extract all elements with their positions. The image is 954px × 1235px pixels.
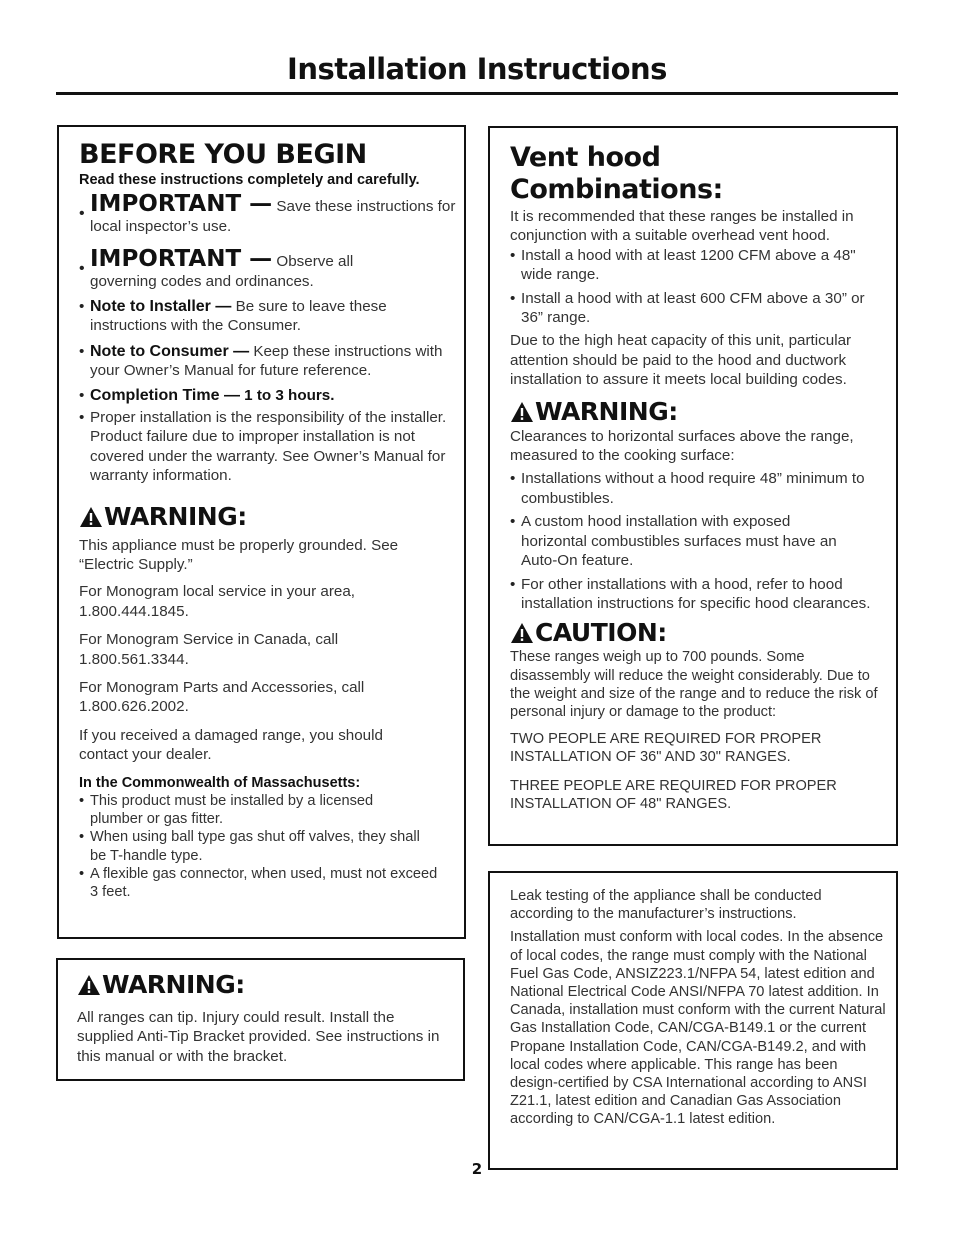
warning-triangle-icon (510, 401, 534, 423)
note-installer-item (79, 297, 424, 336)
proper-installation-item: • Proper installation is the responsibility of the installer. Product failure due to improper installation is not covered under the warranty. See Owner’s Manual for warranty information. (79, 408, 449, 486)
massachusetts-item: • This product must be installed by a licensed plumber or gas fitter. (79, 792, 419, 828)
note-installer-label: Note to Installer — (90, 297, 232, 315)
before-heading: BEFORE YOU BEGIN (79, 139, 367, 170)
important-codes-text: Observe all governing codes and ordinances. (90, 253, 354, 290)
vent-intro-text: It is recommended that these ranges be installed in conjunction with a suitable overhead vent hood. (510, 208, 854, 245)
warning-local-service-text: For Monogram local service in your area, 1.800.444.1845. (79, 583, 356, 620)
important-codes-item (79, 246, 424, 291)
vent-hood-item: • Install a hood with at least 600 CFM above a 30” or 36” range. (510, 289, 870, 328)
two-people-text: TWO PEOPLE ARE REQUIRED FOR PROPER INSTALLATION OF 36" AND 30" RANGES. (510, 731, 822, 766)
massachusetts-item: • When using ball type gas shut off valves, they shall be T-handle type. (79, 828, 439, 864)
note-consumer-item (79, 342, 444, 381)
vent-hood-item: • Install a hood with at least 1200 CFM above a 48" wide range. (510, 246, 882, 285)
warning-triangle-icon (79, 506, 103, 528)
title-rule (56, 92, 898, 95)
anti-tip-warning-box (56, 958, 465, 1081)
vent-hood-box (488, 126, 898, 846)
warning-heading-text: WARNING: (104, 501, 247, 531)
warning-triangle-icon (77, 974, 101, 996)
codes-box (488, 871, 898, 1170)
clearance-intro-text: Clearances to horizontal surfaces above the range, measured to the cooking surface: (510, 427, 854, 465)
massachusetts-heading: In the Commonwealth of Massachusetts: (79, 774, 361, 791)
page-title: Installation Instructions (287, 52, 667, 86)
completion-label: Completion Time — (90, 386, 240, 404)
clearance-item: • Installations without a hood require 48” minimum to combustibles. (510, 469, 882, 508)
warning-heading (79, 502, 452, 532)
leak-testing-text: Leak testing of the appliance shall be conducted according to the manufacturer’s instructions. (510, 888, 822, 923)
clearance-item: • For other installations with a hood, refer to hood installation instructions for specific hood clearances. (510, 575, 882, 614)
vent-heat-text: Due to the high heat capacity of this unit, particular attention should be paid to the hood and ductwork installation to assure it meets local building codes. (510, 332, 852, 389)
before-subheading: Read these instructions completely and carefully. (79, 172, 420, 188)
important-save-item (79, 191, 459, 236)
vent-heading: Vent hood Combinations: (510, 142, 723, 205)
caution-text: These ranges weigh up to 700 pounds. Some disassembly will reduce the weight considerably. Due to the weight and size of the range and to reduce the risk of personal injury or damage to the product: (510, 649, 878, 720)
local-codes-text: Installation must conform with local codes. In the absence of local codes, the range must comply with the National Fuel Gas Code, ANSIZ223.1/NFPA 54, latest edition and National Electrical Code ANSI/NFPA 70 latest addition. In Canada, installation must conform with the current Natural Gas Installation Code, CAN/CGA-B149.1 or the current Propane Installation Code, CAN/CGA-B149.2, and with local codes where applicable. This range has been design-certified by CSA International according to ANSI Z21.1, latest edition and Canadian Gas Association according to CAN/CGA-1.1 latest edition. (510, 929, 886, 1128)
warning-grounded-text: This appliance must be properly grounded. See “Electric Supply.” (79, 536, 399, 573)
vent-warning-heading-text: WARNING: (535, 396, 678, 426)
note-consumer-text: Keep these instructions with your Owner’s Manual for future reference. (90, 342, 443, 380)
warning-canada-text: For Monogram Service in Canada, call 1.800.561.3344. (79, 631, 339, 668)
tip-warning-heading-text: WARNING: (102, 970, 245, 999)
caution-triangle-icon (510, 622, 534, 644)
clearance-item: • A custom hood installation with exposed horizontal combustibles surfaces must have an Auto-On feature. (510, 512, 850, 570)
page-number: 2 (471, 1160, 483, 1178)
tip-warning-heading (77, 970, 451, 1000)
three-people-text: THREE PEOPLE ARE REQUIRED FOR PROPER INSTALLATION OF 48" RANGES. (510, 777, 837, 812)
before-you-begin-box (57, 125, 466, 939)
note-installer-text: Be sure to leave these instructions with the Consumer. (90, 297, 387, 335)
vent-warning-heading (510, 397, 882, 427)
completion-time-item (79, 386, 452, 405)
caution-heading (510, 618, 882, 648)
completion-text: 1 to 3 hours. (239, 386, 335, 404)
tip-warning-text: All ranges can tip. Injury could result. Install the supplied Anti-Tip Bracket provided. See instructions in this manual or with the bracket. (77, 1009, 440, 1065)
important-label: IMPORTANT — (90, 191, 273, 218)
important-save-text: Save these instructions for local inspector’s use. (90, 198, 456, 235)
massachusetts-item: • A flexible gas connector, when used, must not exceed 3 feet. (79, 865, 439, 901)
warning-damaged-text: If you received a damaged range, you should contact your dealer. (79, 726, 383, 764)
caution-heading-text: CAUTION: (535, 618, 667, 648)
important-label: IMPORTANT — (90, 246, 273, 273)
warning-parts-text: For Monogram Parts and Accessories, call 1.800.626.2002. (79, 679, 365, 716)
note-consumer-label: Note to Consumer — (90, 342, 250, 360)
